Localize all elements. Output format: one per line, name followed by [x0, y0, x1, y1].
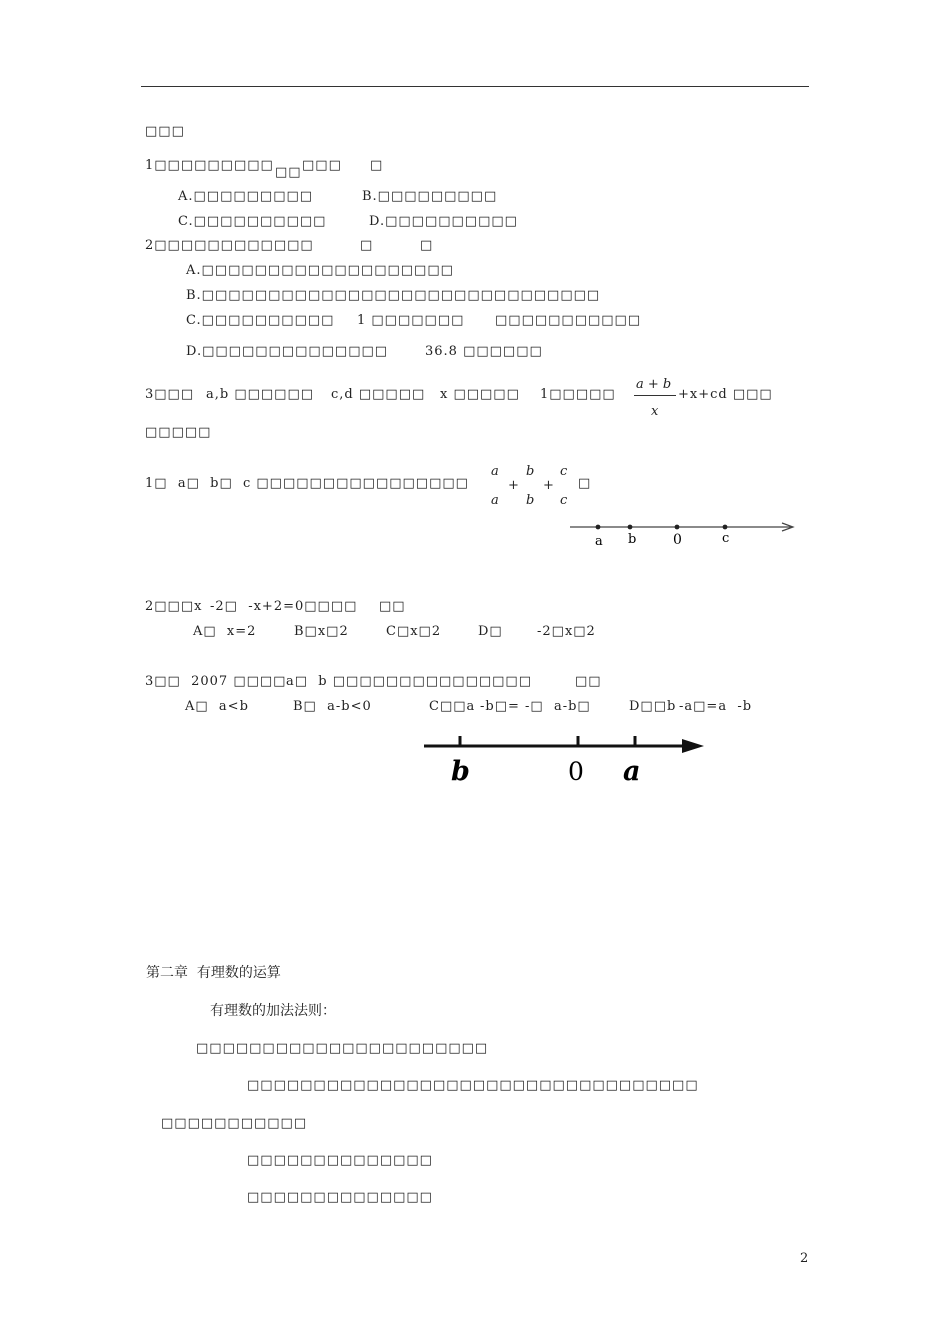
q2-option-c: C.□□□□□□□□□□	[186, 313, 335, 328]
rule-line-5: □□□□□□□□□□□□□□	[247, 1190, 433, 1205]
q1-mid: □□	[275, 165, 302, 180]
p1-plus2: +	[543, 478, 555, 493]
q1-stem: 1□□□□□□□□□	[145, 158, 274, 173]
q3-fraction-denominator: x	[651, 404, 659, 419]
p2-stem-3: □□	[379, 599, 406, 614]
q1-close: □	[370, 158, 384, 173]
number-line-1	[560, 515, 805, 555]
p3-option-b: B□ a-b<0	[293, 699, 372, 714]
p1-frac2-num: b	[526, 464, 536, 479]
q3-fraction-numerator: a + b	[636, 377, 672, 392]
q2-option-c-end: □□□□□□□□□□□	[495, 313, 642, 328]
p3-option-c: C□□a	[429, 699, 476, 714]
q2-option-a: A.□□□□□□□□□□□□□□□□□□□	[186, 263, 454, 278]
label-b: b	[628, 532, 637, 547]
q3-fraction-bar	[634, 395, 676, 396]
q3-part3: c,d □□□□□	[331, 387, 426, 402]
rule-line-2: □□□□□□□□□□□□□□□□□□□□□□□□□□□□□□□□□□	[247, 1078, 699, 1093]
p1-frac3-num: c	[560, 464, 569, 479]
p2-option-d: D□	[478, 624, 503, 639]
q2-option-c-mid: 1 □□□□□□□	[357, 313, 465, 328]
p1-frac2-den: b	[526, 493, 536, 508]
p2-option-b: B□x□2	[294, 624, 349, 639]
point-zero	[675, 525, 680, 530]
rule-line-1: □□□□□□□□□□□□□□□□□□□□□□	[196, 1041, 489, 1056]
p3-stem-1: 3□□ 2007 □□□□	[145, 674, 287, 689]
section-title: □□□	[145, 124, 185, 139]
p2-stem-1: 2□□□x	[145, 599, 203, 614]
q2-stem: 2□□□□□□□□□□□□	[145, 238, 314, 253]
p1-plus1: +	[508, 478, 520, 493]
p3-stem-3: □□	[575, 674, 602, 689]
chapter-subtitle: 有理数的加法法则：	[210, 1003, 336, 1019]
point-b	[628, 525, 633, 530]
point-a	[596, 525, 601, 530]
p3-option-c-end: -b□= -□ a-b□	[480, 699, 591, 714]
page-number: 2	[800, 1251, 809, 1266]
rule-line-3: □□□□□□□□□□□	[161, 1116, 308, 1131]
p2-option-d-value: -2□x□2	[537, 624, 596, 639]
number-line-2	[418, 728, 713, 788]
p2-option-a: A□ x=2	[193, 624, 257, 639]
q1-option-c: C.□□□□□□□□□□	[178, 214, 327, 229]
label-zero: 0	[568, 757, 584, 786]
p1-close: □	[578, 476, 592, 491]
q3-line2: □□□□□	[145, 425, 212, 440]
q3-part1: 3□□□	[145, 387, 195, 402]
p3-option-d-end: -a□=a -b	[679, 699, 753, 714]
q3-part2: a,b □□□□□□	[206, 387, 315, 402]
q1-option-d: D.□□□□□□□□□□	[369, 214, 518, 229]
q2-option-d: D.□□□□□□□□□□□□□□	[186, 344, 389, 359]
q3-part4: x □□□□□	[440, 387, 520, 402]
rule-line-4: □□□□□□□□□□□□□□	[247, 1153, 433, 1168]
q2-close: □	[420, 238, 434, 253]
p2-option-c: C□x□2	[386, 624, 442, 639]
p3-option-a: A□ a<b	[185, 699, 249, 714]
label-c: c	[722, 531, 730, 546]
q1-paren: □□□	[302, 158, 342, 173]
q3-part5: 1□□□□□	[540, 387, 616, 402]
label-b: b	[451, 756, 470, 787]
q1-option-a: A.□□□□□□□□□	[178, 189, 314, 204]
label-a: a	[623, 756, 641, 787]
p3-option-d: D□□b	[629, 699, 677, 714]
p3-stem-2: a□ b □□□□□□□□□□□□□□□	[286, 674, 532, 689]
p1-frac1-num: a	[491, 464, 500, 479]
header-rule	[141, 86, 809, 87]
q2-option-d-end: 36.8 □□□□□□	[425, 344, 543, 359]
q2-option-b: B.□□□□□□□□□□□□□□□□□□□□□□□□□□□□□□	[186, 288, 601, 303]
label-a: a	[595, 534, 603, 549]
point-c	[723, 525, 728, 530]
chapter-title: 第二章 有理数的运算	[146, 965, 281, 981]
p1-stem: 1□ a□ b□ c □□□□□□□□□□□□□□□□	[145, 476, 469, 491]
q2-paren: □	[360, 238, 374, 253]
p1-frac3-den: c	[560, 493, 569, 508]
q1-option-b: B.□□□□□□□□□	[362, 189, 498, 204]
label-zero: 0	[673, 532, 682, 548]
p1-frac1-den: a	[491, 493, 500, 508]
q3-tail: +x+cd □□□	[678, 387, 773, 402]
p2-stem-2: -2□ -x+2=0□□□□	[210, 599, 358, 614]
